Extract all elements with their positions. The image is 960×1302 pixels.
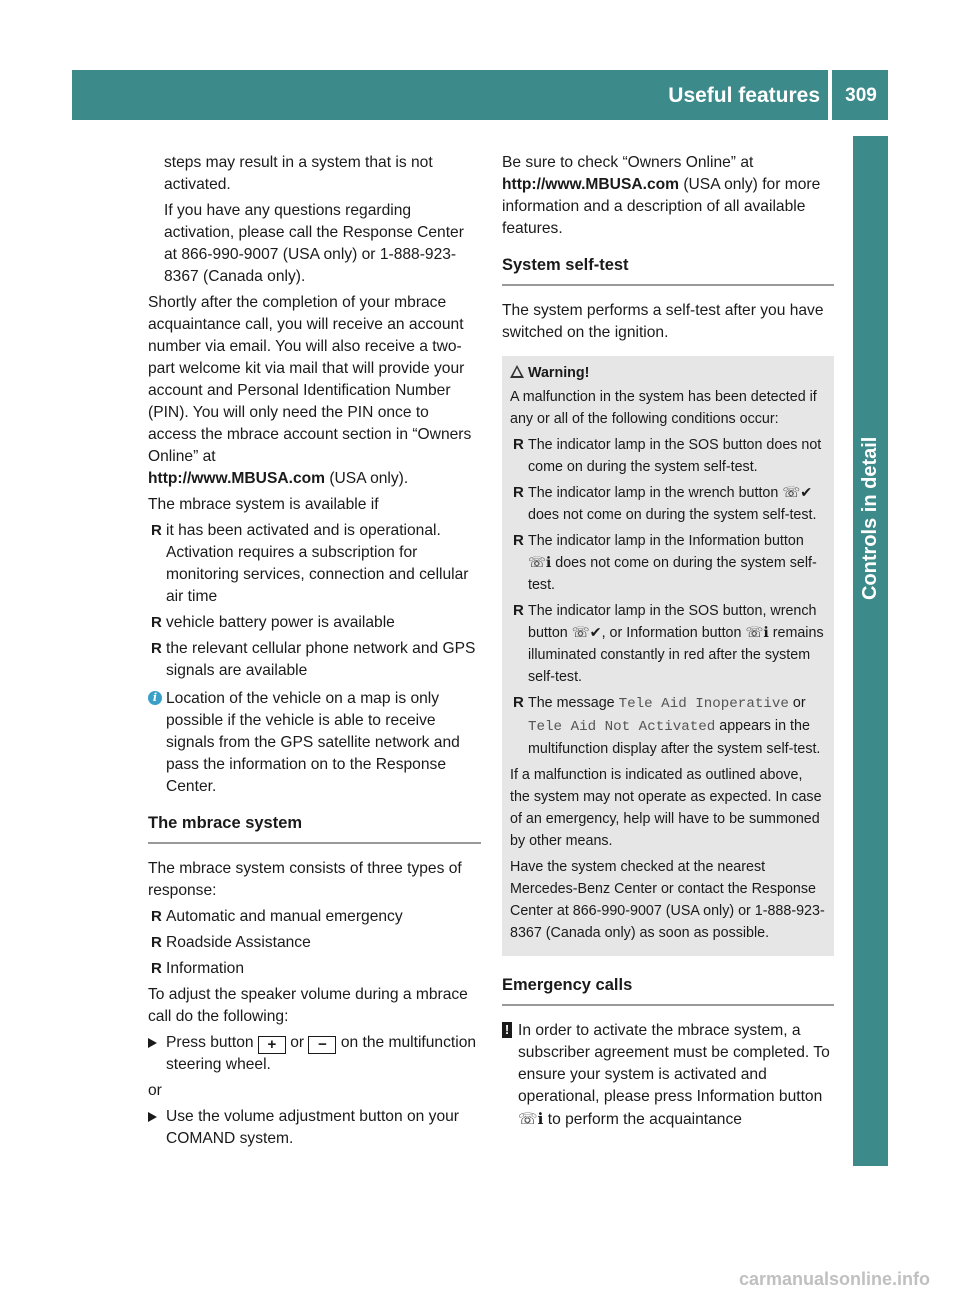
side-chapter-label: Controls in detail xyxy=(859,436,881,600)
paragraph: If you have any questions regarding activation, please call the Response Center at 866-990-9007 (USA only) or 1-888-923-8367 (Canada only). xyxy=(164,202,464,285)
list-item-text: Information xyxy=(166,960,245,977)
section-heading: Emergency calls xyxy=(502,974,834,1006)
step-text: Use the volume adjustment button on your COMAND system. xyxy=(166,1108,459,1147)
display-message: Tele Aid Inoperative xyxy=(618,696,789,712)
list-item xyxy=(510,434,826,478)
paragraph: Have the system checked at the nearest Mercedes-Benz Center or contact the Response Center at 866-990-9007 (USA only) or 1-888-923-8367 (Canada only) as soon as possible. xyxy=(510,859,825,941)
paragraph-text: (USA only). xyxy=(325,470,409,487)
information-button-icon: ☏ℹ xyxy=(528,555,552,571)
bullet-icon: R xyxy=(151,522,162,539)
bullet-icon: R xyxy=(151,908,162,925)
list-item xyxy=(510,600,826,688)
paragraph xyxy=(502,152,834,240)
list-item xyxy=(510,530,826,596)
list-item xyxy=(148,520,481,608)
header-divider xyxy=(828,70,832,120)
bullet-icon: R xyxy=(513,484,524,501)
paragraph: The mbrace system consists of three types of response: xyxy=(148,860,462,899)
watermark: carmanualsonline.info xyxy=(738,1269,930,1289)
paragraph: or xyxy=(148,1082,162,1099)
warning-title-text: Warning! xyxy=(528,365,590,381)
bullet-icon: R xyxy=(513,602,524,619)
list-item-text: the relevant cellular phone network and GPS signals are available xyxy=(166,640,476,679)
list-item-text: The message xyxy=(528,695,615,711)
list-item-text: it has been activated and is operational. Activation requires a subscription for monitoring services, connection and cellular air time xyxy=(166,522,469,605)
list-item xyxy=(148,638,481,682)
list-item-text: Automatic and manual emergency xyxy=(166,908,403,925)
exclamation-icon: ! xyxy=(502,1022,512,1038)
paragraph: The system performs a self-test after you have switched on the ignition. xyxy=(502,302,824,341)
list-item-text: does not come on during the system self-test. xyxy=(528,507,817,523)
information-button-icon: ☏ℹ xyxy=(745,625,769,641)
section-heading: The mbrace system xyxy=(148,812,481,844)
list-item-text: The indicator lamp in the Information button xyxy=(528,533,804,549)
plus-key-icon: + xyxy=(258,1036,286,1054)
paragraph: steps may result in a system that is not activated. xyxy=(164,154,433,193)
bullet-icon: R xyxy=(513,532,524,549)
paragraph: To adjust the speaker volume during a mbrace call do the following: xyxy=(148,986,468,1025)
list-item-text: The indicator lamp in the wrench button xyxy=(528,485,779,501)
list-item-text: Roadside Assistance xyxy=(166,934,311,951)
list-item xyxy=(148,932,481,954)
paragraph xyxy=(148,292,481,490)
list-item xyxy=(148,958,481,980)
bullet-icon: R xyxy=(151,614,162,631)
list-item xyxy=(510,692,826,760)
paragraph-text: (USA only) for more information and a description of all available features. xyxy=(502,176,821,237)
wrench-button-icon: ☏✔ xyxy=(571,625,602,641)
step-item xyxy=(148,1106,481,1150)
list-item xyxy=(510,482,826,526)
step-text: or xyxy=(290,1034,305,1051)
left-column xyxy=(148,152,481,1154)
info-icon: i xyxy=(148,691,162,705)
paragraph-text: Shortly after the completion of your mbrace acquaintance call, you will receive an account number via email. You will also receive a two-part welcome kit via mail that will provide your account and Personal Identification Number (PIN). You will only need the PIN once to access the mbrace account section in “Owners Online” at xyxy=(148,294,472,465)
step-item xyxy=(148,1032,481,1076)
step-text: on the multifunction steering wheel. xyxy=(166,1034,477,1073)
paragraph: The mbrace system is available if xyxy=(148,496,379,513)
bullet-icon: R xyxy=(513,436,524,453)
step-arrow-icon xyxy=(148,1112,157,1122)
paragraph: A malfunction in the system has been detected if any or all of the following conditions occur: xyxy=(510,389,817,427)
section-heading: System self-test xyxy=(502,254,834,286)
info-note-text: Location of the vehicle on a map is only possible if the vehicle is able to receive signals from the GPS satellite network and pass the information on to the Response Center. xyxy=(166,690,460,795)
bullet-icon: R xyxy=(513,694,524,711)
paragraph-text: Be sure to check “Owners Online” at xyxy=(502,154,754,171)
wrench-button-icon: ☏✔ xyxy=(782,485,813,501)
list-item-text: remains illuminated constantly in red after the system self-test. xyxy=(528,625,824,685)
list-item-text: appears in the multifunction display after the system self-test. xyxy=(528,718,821,757)
url-link[interactable]: http://www.MBUSA.com xyxy=(148,470,326,487)
list-item-text: or xyxy=(792,695,806,711)
warning-box xyxy=(502,356,834,956)
warning-triangle-icon xyxy=(510,365,524,378)
step-text: Press button xyxy=(166,1034,254,1051)
list-item-text: vehicle battery power is available xyxy=(166,614,395,631)
minus-key-icon: − xyxy=(308,1036,336,1054)
display-message: Tele Aid Not Activated xyxy=(528,719,716,735)
warning-title xyxy=(510,362,826,384)
bullet-icon: R xyxy=(151,934,162,951)
list-item xyxy=(148,906,481,928)
list-item xyxy=(148,612,481,634)
note-text: to perform the acquaintance xyxy=(543,1111,742,1128)
side-tab xyxy=(853,136,888,1166)
paragraph: If a malfunction is indicated as outlined above, the system may not operate as expected. In case of an emergency, help will have to be summoned by other means. xyxy=(510,767,822,849)
list-item-text: does not come on during the system self-test. xyxy=(528,555,817,593)
information-button-icon: ☏ℹ xyxy=(518,1110,544,1128)
list-item-text: The indicator lamp in the SOS button does not come on during the system self-test. xyxy=(528,437,822,475)
bullet-icon: R xyxy=(151,640,162,657)
list-item-text: , or Information button xyxy=(601,625,742,641)
url-link[interactable]: http://www.MBUSA.com xyxy=(502,176,680,193)
page-section-title: Useful features xyxy=(668,84,820,107)
page-number: 309 xyxy=(845,85,877,106)
list-item-text: The indicator lamp in the SOS button, wrench button xyxy=(528,603,817,641)
step-arrow-icon xyxy=(148,1038,157,1048)
info-note xyxy=(148,688,481,798)
bullet-icon: R xyxy=(151,960,162,977)
note-text: In order to activate the mbrace system, a subscriber agreement must be completed. To ensure your system is activated and operational, please press Information button xyxy=(518,1022,830,1105)
right-column xyxy=(502,152,834,1131)
important-note xyxy=(502,1020,834,1131)
